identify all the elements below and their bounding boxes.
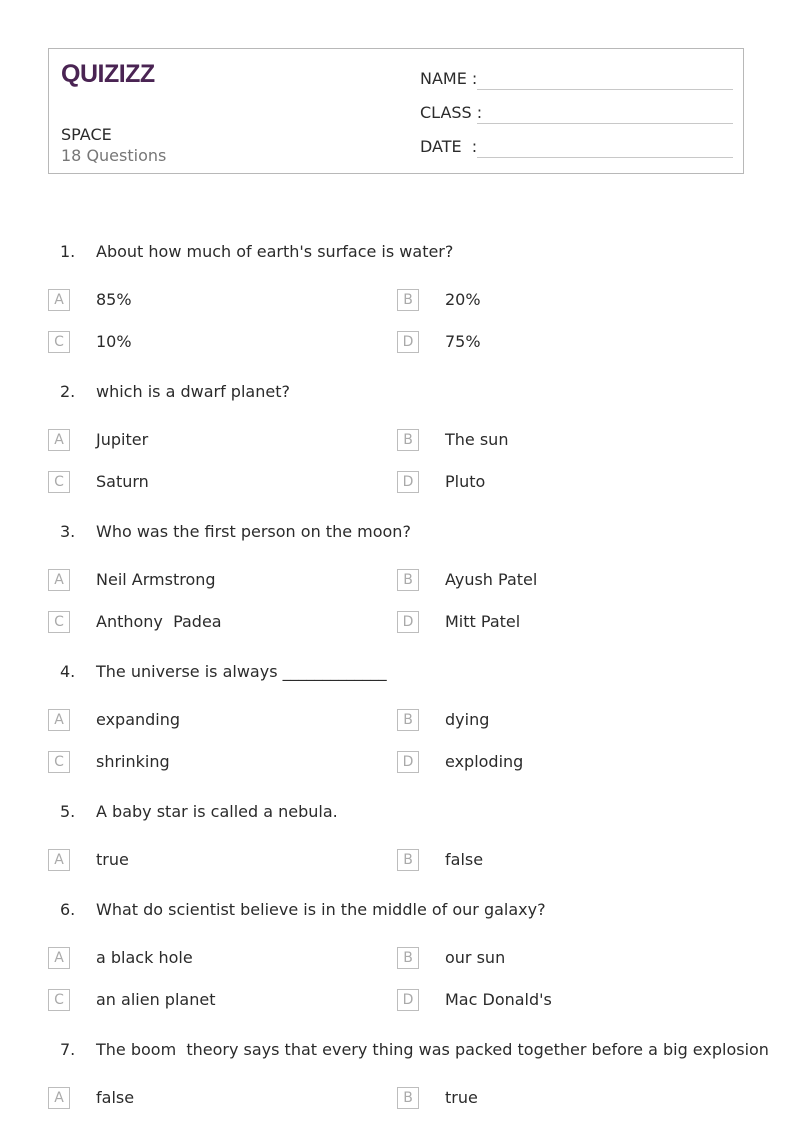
question-number: 3. xyxy=(60,522,76,541)
option-letter: A xyxy=(48,569,70,591)
question-text: About how much of earth's surface is water? xyxy=(96,242,454,261)
option-letter: C xyxy=(48,471,70,493)
option-letter: C xyxy=(48,751,70,773)
svg-text:QUIZIZZ: QUIZIZZ xyxy=(61,60,155,88)
option-letter: B xyxy=(397,709,419,731)
option-letter: A xyxy=(48,849,70,871)
question-text: A baby star is called a nebula. xyxy=(96,802,338,821)
question-number: 5. xyxy=(60,802,76,821)
option-text: The sun xyxy=(445,430,509,449)
quizizz-logo xyxy=(61,59,201,89)
question-text: The boom theory says that every thing was packed together before a big explosion xyxy=(96,1040,769,1059)
option-text: expanding xyxy=(96,710,181,729)
option-letter: A xyxy=(48,429,70,451)
option-letter: B xyxy=(397,947,419,969)
option-text: our sun xyxy=(445,948,506,967)
name-line[interactable] xyxy=(477,89,733,90)
option-text: false xyxy=(96,1088,135,1107)
option-text: Neil Armstrong xyxy=(96,570,216,589)
worksheet-header xyxy=(48,48,744,174)
option-text: Jupiter xyxy=(96,430,149,449)
option-text: shrinking xyxy=(96,752,170,771)
option-letter: D xyxy=(397,611,419,633)
option-text: 20% xyxy=(445,290,481,309)
option-text: 75% xyxy=(445,332,481,351)
option-letter: B xyxy=(397,429,419,451)
option-text: an alien planet xyxy=(96,990,216,1009)
option-letter: C xyxy=(48,611,70,633)
class-label: CLASS : xyxy=(420,103,483,122)
option-text: a black hole xyxy=(96,948,193,967)
question-text: which is a dwarf planet? xyxy=(96,382,290,401)
option-letter: B xyxy=(397,849,419,871)
question-text: What do scientist believe is in the middle of our galaxy? xyxy=(96,900,546,919)
option-letter: A xyxy=(48,289,70,311)
option-text: Mitt Patel xyxy=(445,612,521,631)
question-number: 2. xyxy=(60,382,76,401)
question-number: 7. xyxy=(60,1040,76,1059)
name-field[interactable] xyxy=(420,67,733,91)
quiz-title: SPACE xyxy=(61,125,112,144)
option-text: Anthony Padea xyxy=(96,612,222,631)
option-text: false xyxy=(445,850,484,869)
question-number: 6. xyxy=(60,900,76,919)
option-letter: A xyxy=(48,1087,70,1109)
name-label: NAME : xyxy=(420,69,478,88)
option-letter: A xyxy=(48,947,70,969)
question-number: 4. xyxy=(60,662,76,681)
question-count: 18 Questions xyxy=(61,146,167,165)
question-text: The universe is always _____________ xyxy=(96,662,387,681)
option-letter: B xyxy=(397,289,419,311)
question-number: 1. xyxy=(60,242,76,261)
option-letter: A xyxy=(48,709,70,731)
question-text: Who was the first person on the moon? xyxy=(96,522,411,541)
option-text: Saturn xyxy=(96,472,149,491)
option-letter: D xyxy=(397,331,419,353)
option-letter: C xyxy=(48,989,70,1011)
option-text: Ayush Patel xyxy=(445,570,538,589)
date-label: DATE : xyxy=(420,137,478,156)
option-letter: D xyxy=(397,751,419,773)
option-letter: D xyxy=(397,989,419,1011)
option-letter: B xyxy=(397,1087,419,1109)
date-field[interactable] xyxy=(420,135,733,159)
class-line[interactable] xyxy=(477,123,733,124)
option-letter: D xyxy=(397,471,419,493)
date-line[interactable] xyxy=(477,157,733,158)
option-text: 10% xyxy=(96,332,132,351)
option-letter: C xyxy=(48,331,70,353)
option-text: 85% xyxy=(96,290,132,309)
option-text: dying xyxy=(445,710,490,729)
option-letter: B xyxy=(397,569,419,591)
option-text: Mac Donald's xyxy=(445,990,552,1009)
option-text: exploding xyxy=(445,752,524,771)
class-field[interactable] xyxy=(420,101,733,125)
option-text: true xyxy=(96,850,129,869)
option-text: true xyxy=(445,1088,478,1107)
option-text: Pluto xyxy=(445,472,486,491)
